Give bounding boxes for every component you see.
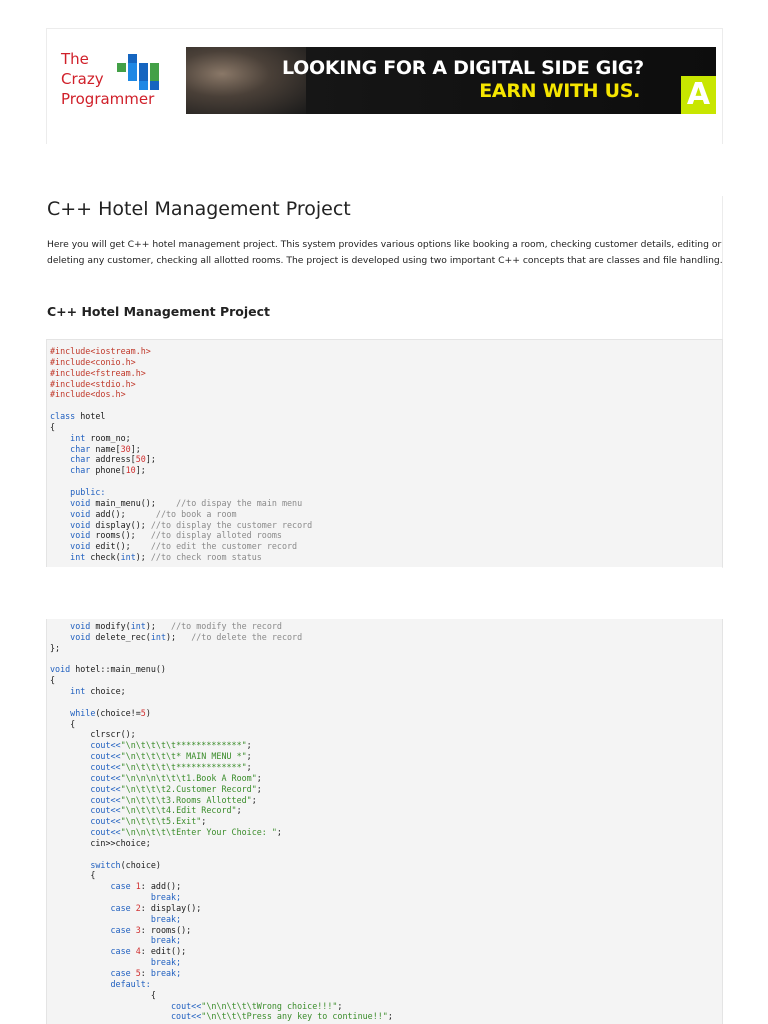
- code-token-plain: : rooms();: [140, 924, 192, 935]
- code-token-preprocessor: #include<fstream.h>: [50, 367, 146, 378]
- code-token-plain: : edit();: [140, 946, 187, 957]
- code-token-plain: ;: [251, 794, 257, 805]
- code-token-plain: [50, 805, 90, 815]
- code-line: [50, 643, 393, 654]
- code-token-plain: [50, 914, 151, 924]
- code-token-plain: {: [50, 870, 96, 881]
- code-token-keyword: cout<<: [90, 827, 121, 838]
- code-token-plain: add();: [90, 508, 156, 519]
- code-token-keyword: cout<<: [171, 1011, 202, 1022]
- code-line: [50, 379, 312, 390]
- logo-grid-square: [139, 81, 148, 90]
- code-token-keyword: void: [70, 519, 91, 530]
- code-line: [50, 368, 312, 379]
- code-token-keyword: void: [70, 530, 91, 541]
- code-token-comment: //to edit the customer record: [150, 541, 298, 552]
- code-line: [50, 827, 393, 838]
- code-token-number: 5: [135, 968, 141, 978]
- code-token-number: 2: [135, 902, 141, 913]
- code-token-plain: display();: [90, 519, 151, 530]
- code-token-string: "\n\n\t\t\tWrong choice!!!": [201, 1000, 338, 1011]
- code-line: [50, 476, 312, 487]
- code-token-keyword: void: [70, 508, 91, 519]
- code-token-comment: //to book a room: [155, 508, 237, 519]
- code-line: [50, 686, 393, 697]
- code-line: [50, 925, 393, 936]
- code-token-plain: {: [50, 675, 56, 686]
- code-token-plain: [50, 498, 70, 508]
- code-token-plain: delete_rec(: [90, 631, 151, 642]
- code-token-plain: );: [166, 631, 192, 642]
- ad-subheadline: EARN WITH US.: [479, 80, 640, 102]
- code-token-plain: check(: [85, 552, 121, 563]
- code-line: [50, 465, 312, 476]
- code-line: [50, 487, 312, 498]
- code-token-keyword: case: [110, 946, 131, 957]
- code-line: [50, 498, 312, 509]
- code-token-plain: phone[: [90, 465, 126, 476]
- code-token-plain: [50, 1011, 171, 1021]
- code-line: [50, 389, 312, 400]
- code-token-keyword: int: [70, 686, 86, 697]
- section-heading: C++ Hotel Management Project: [47, 304, 271, 319]
- code-token-string: "\n\t\t\t3.Rooms Allotted": [120, 794, 252, 805]
- code-token-keyword: cout<<: [90, 740, 121, 751]
- code-line: [50, 357, 312, 368]
- code-token-plain: [50, 454, 70, 464]
- code-token-comment: //to modify the record: [171, 621, 282, 631]
- code-line: [50, 1011, 393, 1022]
- code-token-comment: //to delete the record: [191, 631, 303, 642]
- code-token-keyword: break;: [150, 935, 182, 946]
- code-token-plain: choice;: [85, 686, 126, 697]
- code-token-keyword: while: [70, 707, 96, 718]
- code-token-plain: {: [50, 421, 56, 432]
- code-token-keyword: break;: [150, 892, 182, 903]
- code-token-keyword: int: [150, 631, 166, 642]
- code-token-keyword: cout<<: [90, 783, 121, 794]
- code-token-plain: [50, 487, 70, 497]
- code-line: [50, 805, 393, 816]
- code-token-plain: [50, 935, 151, 945]
- code-token-keyword: int: [70, 552, 86, 563]
- code-token-plain: name[: [90, 443, 121, 454]
- code-line: [50, 530, 312, 541]
- logo-line-1: The: [61, 50, 89, 68]
- logo-grid-square: [139, 72, 148, 81]
- code-line: [50, 795, 393, 806]
- code-token-keyword: default:: [110, 978, 151, 989]
- code-token-plain: [50, 433, 70, 443]
- code-line: [50, 773, 393, 784]
- code-line: [50, 740, 393, 751]
- code-token-plain: [50, 968, 111, 978]
- code-lines: [50, 346, 312, 563]
- code-line: [50, 1001, 393, 1012]
- logo-grid-square: [117, 63, 126, 72]
- code-token-plain: ];: [135, 465, 146, 476]
- code-token-number: 1: [135, 881, 141, 892]
- code-token-plain: rooms();: [90, 530, 151, 541]
- code-block: [46, 339, 723, 567]
- code-line: [50, 870, 393, 881]
- code-line: [50, 892, 393, 903]
- code-line: [50, 946, 393, 957]
- code-token-plain: ;: [246, 751, 252, 762]
- logo-grid-square: [150, 81, 159, 90]
- code-line: [50, 762, 393, 773]
- code-token-plain: [50, 465, 70, 475]
- logo-grid-square: [128, 54, 137, 63]
- code-token-number: 50: [135, 454, 146, 465]
- code-token-plain: [50, 946, 111, 956]
- code-token-keyword: case: [110, 902, 131, 913]
- code-token-plain: ;: [337, 1000, 343, 1011]
- code-token-plain: cin>>choice;: [50, 837, 151, 848]
- code-token-plain: ): [145, 707, 151, 718]
- code-token-keyword: int: [120, 552, 136, 563]
- code-line: [50, 552, 312, 563]
- code-token-plain: ];: [145, 454, 156, 465]
- ad-headline: LOOKING FOR A DIGITAL SIDE GIG?: [282, 57, 644, 79]
- code-line: [50, 346, 312, 357]
- code-token-comment: //to check room status: [150, 552, 262, 563]
- code-token-keyword: case: [110, 924, 131, 935]
- code-token-plain: ];: [130, 443, 141, 454]
- code-token-plain: );: [135, 552, 151, 563]
- logo-grid-square: [139, 63, 148, 72]
- code-line: [50, 990, 393, 1001]
- code-line: [50, 444, 312, 455]
- code-lines: [50, 621, 393, 1022]
- code-token-keyword: cout<<: [90, 761, 121, 772]
- code-token-keyword: case: [110, 881, 131, 892]
- code-line: [50, 520, 312, 531]
- code-token-string: "\n\t\t\t\t*************": [120, 740, 247, 751]
- code-line: [50, 838, 393, 849]
- logo-grid-square: [128, 72, 137, 81]
- code-line: [50, 708, 393, 719]
- code-token-keyword: void: [70, 621, 91, 631]
- code-token-plain: );: [145, 621, 172, 631]
- code-token-plain: {: [50, 718, 76, 729]
- logo-grid-icon: [117, 54, 161, 90]
- code-token-plain: [50, 530, 70, 540]
- code-token-plain: ;: [256, 783, 262, 794]
- code-token-plain: (choice!=: [95, 707, 141, 718]
- logo-grid-square: [150, 72, 159, 81]
- code-line: [50, 849, 393, 860]
- code-token-plain: ;: [246, 740, 252, 751]
- code-token-plain: [50, 740, 90, 750]
- code-token-number: 3: [135, 924, 141, 935]
- code-line: [50, 816, 393, 827]
- code-token-plain: [50, 773, 90, 783]
- code-token-keyword: break;: [150, 968, 182, 978]
- code-token-keyword: case: [110, 968, 131, 978]
- site-header: [46, 28, 723, 144]
- code-token-plain: [50, 621, 70, 631]
- code-token-plain: [50, 892, 151, 902]
- code-line: [50, 632, 393, 643]
- logo-grid-square: [128, 63, 137, 72]
- code-line: [50, 454, 312, 465]
- logo-line-2: Crazy: [61, 70, 104, 88]
- code-token-keyword: cout<<: [171, 1000, 202, 1011]
- code-token-preprocessor: #include<iostream.h>: [50, 346, 151, 356]
- code-token-plain: hotel: [75, 411, 106, 422]
- code-token-string: "\n\t\t\t4.Edit Record": [120, 805, 237, 816]
- code-token-number: 10: [125, 465, 136, 476]
- code-token-keyword: int: [70, 432, 86, 443]
- code-token-string: "\n\t\t\tPress any key to continue!!": [201, 1011, 388, 1022]
- code-line: [50, 664, 393, 675]
- code-token-plain: [50, 784, 90, 794]
- code-token-plain: [50, 979, 111, 989]
- code-token-number: 5: [140, 707, 146, 718]
- code-line: [50, 935, 393, 946]
- code-line: [50, 979, 393, 990]
- code-token-keyword: void: [50, 664, 71, 675]
- code-token-plain: [50, 903, 111, 913]
- code-token-plain: ;: [256, 772, 262, 783]
- code-token-keyword: switch: [90, 859, 121, 870]
- code-token-keyword: cout<<: [90, 794, 121, 805]
- article-intro: Here you will get C++ hotel management project. This system provides various options like booking a room, checking customer details, editing or deleting any customer, checking all allotted rooms. The project is developed using two important C++ concepts that are classes and file handling.: [47, 239, 723, 266]
- code-token-plain: [50, 541, 70, 551]
- logo-grid-square: [150, 63, 159, 72]
- code-token-plain: [50, 520, 70, 530]
- code-line: [50, 860, 393, 871]
- code-token-keyword: char: [70, 443, 91, 454]
- code-token-plain: (choice): [120, 859, 161, 870]
- code-line: [50, 881, 393, 892]
- code-token-keyword: int: [130, 621, 146, 631]
- code-token-plain: [50, 762, 90, 772]
- code-token-plain: [50, 881, 111, 891]
- code-line: [50, 422, 312, 433]
- code-token-number: 30: [120, 443, 131, 454]
- code-token-string: "\n\t\t\t5.Exit": [120, 816, 202, 827]
- code-token-number: 4: [135, 946, 141, 957]
- code-token-plain: clrscr();: [50, 729, 136, 740]
- code-line: [50, 411, 312, 422]
- code-token-keyword: break;: [150, 913, 182, 924]
- site-logo[interactable]: [61, 49, 171, 119]
- code-token-preprocessor: #include<conio.h>: [50, 356, 136, 367]
- code-line: [50, 433, 312, 444]
- code-token-keyword: cout<<: [90, 816, 121, 827]
- code-token-keyword: void: [70, 497, 91, 508]
- code-token-plain: };: [50, 642, 61, 653]
- code-token-plain: modify(: [90, 621, 131, 631]
- code-token-string: "\n\t\t\t2.Customer Record": [120, 783, 257, 794]
- code-token-plain: ;: [387, 1011, 393, 1022]
- ad-banner[interactable]: [186, 47, 716, 114]
- code-token-keyword: cout<<: [90, 751, 121, 762]
- code-token-plain: [50, 827, 90, 837]
- code-line: [50, 509, 312, 520]
- code-token-plain: : display();: [140, 902, 202, 913]
- code-token-keyword: void: [70, 631, 91, 642]
- code-token-keyword: cout<<: [90, 805, 121, 816]
- code-token-keyword: class: [50, 411, 76, 422]
- code-token-plain: address[: [90, 454, 136, 465]
- code-token-plain: : add();: [140, 881, 182, 892]
- code-token-string: "\n\n\n\t\t\t1.Book A Room": [120, 772, 257, 783]
- code-token-plain: main_menu();: [90, 497, 177, 508]
- code-token-plain: :: [140, 968, 151, 978]
- code-token-keyword: char: [70, 454, 91, 465]
- code-token-plain: [50, 708, 70, 718]
- code-token-preprocessor: #include<dos.h>: [50, 389, 126, 400]
- code-token-plain: ;: [236, 805, 242, 816]
- code-token-plain: hotel::main_menu(): [70, 664, 166, 675]
- code-token-string: "\n\t\t\t\t* MAIN MENU *": [120, 751, 247, 762]
- page-title: C++ Hotel Management Project: [47, 198, 351, 220]
- code-token-comment: //to display alloted rooms: [150, 530, 282, 541]
- code-line: [50, 729, 393, 740]
- code-token-plain: ;: [276, 827, 282, 838]
- code-token-string: "\n\t\t\t\t*************": [120, 761, 247, 772]
- code-token-keyword: public:: [70, 486, 106, 497]
- code-token-plain: [50, 509, 70, 519]
- code-token-plain: {: [50, 989, 156, 1000]
- code-token-keyword: cout<<: [90, 772, 121, 783]
- code-token-keyword: break;: [150, 957, 182, 968]
- code-token-plain: ;: [246, 761, 252, 772]
- code-line: [50, 541, 312, 552]
- code-token-comment: //to dispay the main menu: [176, 497, 303, 508]
- code-token-keyword: char: [70, 465, 91, 476]
- code-token-plain: [50, 925, 111, 935]
- code-block-continued: [46, 619, 723, 1024]
- code-line: [50, 654, 393, 665]
- code-token-plain: [50, 816, 90, 826]
- code-line: [50, 400, 312, 411]
- code-line: [50, 621, 393, 632]
- code-token-plain: edit();: [90, 541, 151, 552]
- code-token-plain: [50, 686, 70, 696]
- code-line: [50, 957, 393, 968]
- code-token-plain: [50, 632, 70, 642]
- code-token-string: "\n\n\t\t\tEnter Your Choice: ": [120, 827, 277, 838]
- code-token-plain: [50, 795, 90, 805]
- code-token-keyword: void: [70, 541, 91, 552]
- code-line: [50, 914, 393, 925]
- code-line: [50, 675, 393, 686]
- code-line: [50, 903, 393, 914]
- code-token-preprocessor: #include<stdio.h>: [50, 378, 136, 389]
- code-token-plain: [50, 751, 90, 761]
- logo-line-3: Programmer: [61, 90, 155, 108]
- code-token-plain: [50, 957, 151, 967]
- code-token-plain: [50, 444, 70, 454]
- code-token-plain: ;: [201, 816, 207, 827]
- code-token-comment: //to display the customer record: [150, 519, 313, 530]
- code-token-plain: [50, 860, 90, 870]
- code-line: [50, 719, 393, 730]
- code-line: [50, 751, 393, 762]
- code-token-plain: [50, 1001, 171, 1011]
- code-line: [50, 697, 393, 708]
- code-token-plain: [50, 552, 70, 562]
- code-token-plain: room_no;: [85, 432, 131, 443]
- code-line: [50, 968, 393, 979]
- ad-brand-icon: A: [681, 76, 716, 114]
- code-line: [50, 784, 393, 795]
